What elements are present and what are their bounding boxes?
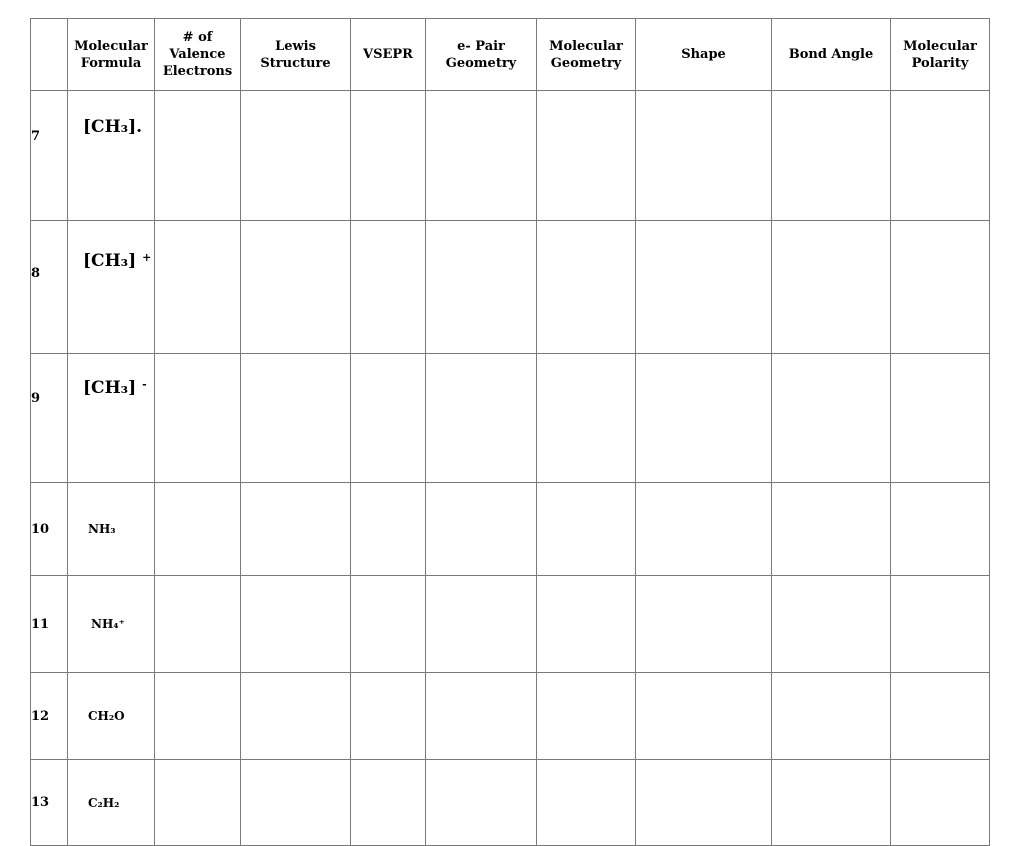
lewis-structure-cell[interactable] [241, 221, 351, 354]
molecular-geometry-cell[interactable] [537, 91, 636, 221]
molecular-polarity-cell[interactable] [891, 221, 990, 354]
molecular-polarity-cell[interactable] [891, 483, 990, 576]
e-pair-geometry-cell[interactable] [426, 221, 537, 354]
lewis-structure-cell[interactable] [241, 354, 351, 483]
bond-angle-cell[interactable] [772, 673, 891, 760]
molecular-geometry-cell[interactable] [537, 760, 636, 846]
worksheet-table [30, 18, 990, 846]
formula-cell [68, 91, 155, 221]
vsepr-cell[interactable] [351, 91, 426, 221]
valence-electrons-cell[interactable] [155, 483, 241, 576]
row-number: 8 [31, 221, 68, 354]
table-row [31, 221, 990, 354]
table-row [31, 760, 990, 846]
molecular-polarity-cell[interactable] [891, 673, 990, 760]
header-bond-angle: Bond Angle [772, 19, 891, 91]
molecular-polarity-cell[interactable] [891, 91, 990, 221]
row-number: 11 [31, 576, 68, 673]
formula-text: [CH₃] [83, 117, 137, 137]
molecular-geometry-cell[interactable] [537, 354, 636, 483]
formula-text: [CH₃] [83, 378, 137, 398]
bond-angle-cell[interactable] [772, 91, 891, 221]
row-number: 12 [31, 673, 68, 760]
shape-cell[interactable] [636, 91, 772, 221]
lewis-structure-cell[interactable] [241, 673, 351, 760]
e-pair-geometry-cell[interactable] [426, 483, 537, 576]
valence-electrons-cell[interactable] [155, 760, 241, 846]
valence-electrons-cell[interactable] [155, 673, 241, 760]
header-shape: Shape [636, 19, 772, 91]
e-pair-geometry-cell[interactable] [426, 91, 537, 221]
formula-cell [68, 673, 155, 760]
formula-cell [68, 576, 155, 673]
lewis-structure-cell[interactable] [241, 760, 351, 846]
shape-cell[interactable] [636, 760, 772, 846]
shape-cell[interactable] [636, 221, 772, 354]
valence-electrons-cell[interactable] [155, 221, 241, 354]
e-pair-geometry-cell[interactable] [426, 576, 537, 673]
valence-electrons-cell[interactable] [155, 354, 241, 483]
valence-electrons-cell[interactable] [155, 576, 241, 673]
vsepr-cell[interactable] [351, 576, 426, 673]
table-row [31, 354, 990, 483]
row-number: 9 [31, 354, 68, 483]
header-molecular-geometry: Molecular Geometry [537, 19, 636, 91]
vsepr-cell[interactable] [351, 673, 426, 760]
table-row [31, 673, 990, 760]
lewis-structure-cell[interactable] [241, 91, 351, 221]
header-number [31, 19, 68, 91]
formula-text: C₂H₂ [88, 795, 120, 810]
vsepr-cell[interactable] [351, 354, 426, 483]
formula-text: CH₂O [88, 709, 125, 723]
bond-angle-cell[interactable] [772, 221, 891, 354]
bond-angle-cell[interactable] [772, 354, 891, 483]
molecular-polarity-cell[interactable] [891, 354, 990, 483]
vsepr-cell[interactable] [351, 760, 426, 846]
e-pair-geometry-cell[interactable] [426, 673, 537, 760]
formula-text: NH₄⁺ [91, 617, 125, 631]
valence-electrons-cell[interactable] [155, 91, 241, 221]
formula-charge: - [142, 378, 147, 391]
molecular-geometry-cell[interactable] [537, 221, 636, 354]
molecular-polarity-cell[interactable] [891, 760, 990, 846]
row-number: 10 [31, 483, 68, 576]
formula-cell [68, 221, 155, 354]
molecular-geometry-cell[interactable] [537, 483, 636, 576]
shape-cell[interactable] [636, 576, 772, 673]
vsepr-cell[interactable] [351, 221, 426, 354]
bond-angle-cell[interactable] [772, 576, 891, 673]
header-e-pair-geometry: e- Pair Geometry [426, 19, 537, 91]
table-row [31, 483, 990, 576]
formula-cell [68, 483, 155, 576]
formula-cell [68, 760, 155, 846]
formula-cell [68, 354, 155, 483]
molecular-polarity-cell[interactable] [891, 576, 990, 673]
e-pair-geometry-cell[interactable] [426, 760, 537, 846]
e-pair-geometry-cell[interactable] [426, 354, 537, 483]
bond-angle-cell[interactable] [772, 483, 891, 576]
formula-text: NH₃ [88, 522, 116, 536]
header-valence-electrons: # of Valence Electrons [155, 19, 241, 91]
table-row [31, 576, 990, 673]
row-number: 13 [31, 760, 68, 846]
shape-cell[interactable] [636, 483, 772, 576]
header-lewis-structure: Lewis Structure [241, 19, 351, 91]
header-row [31, 19, 990, 91]
table-row [31, 91, 990, 221]
lewis-structure-cell[interactable] [241, 483, 351, 576]
lewis-structure-cell[interactable] [241, 576, 351, 673]
molecular-geometry-cell[interactable] [537, 576, 636, 673]
bond-angle-cell[interactable] [772, 760, 891, 846]
row-number: 7 [31, 91, 68, 221]
header-vsepr: VSEPR [351, 19, 426, 91]
shape-cell[interactable] [636, 673, 772, 760]
header-molecular-polarity: Molecular Polarity [891, 19, 990, 91]
molecular-geometry-cell[interactable] [537, 673, 636, 760]
formula-charge: + [142, 251, 152, 264]
formula-text: [CH₃] [83, 251, 137, 271]
shape-cell[interactable] [636, 354, 772, 483]
formula-suffix: . [136, 117, 143, 137]
header-molecular-formula: Molecular Formula [68, 19, 155, 91]
vsepr-cell[interactable] [351, 483, 426, 576]
